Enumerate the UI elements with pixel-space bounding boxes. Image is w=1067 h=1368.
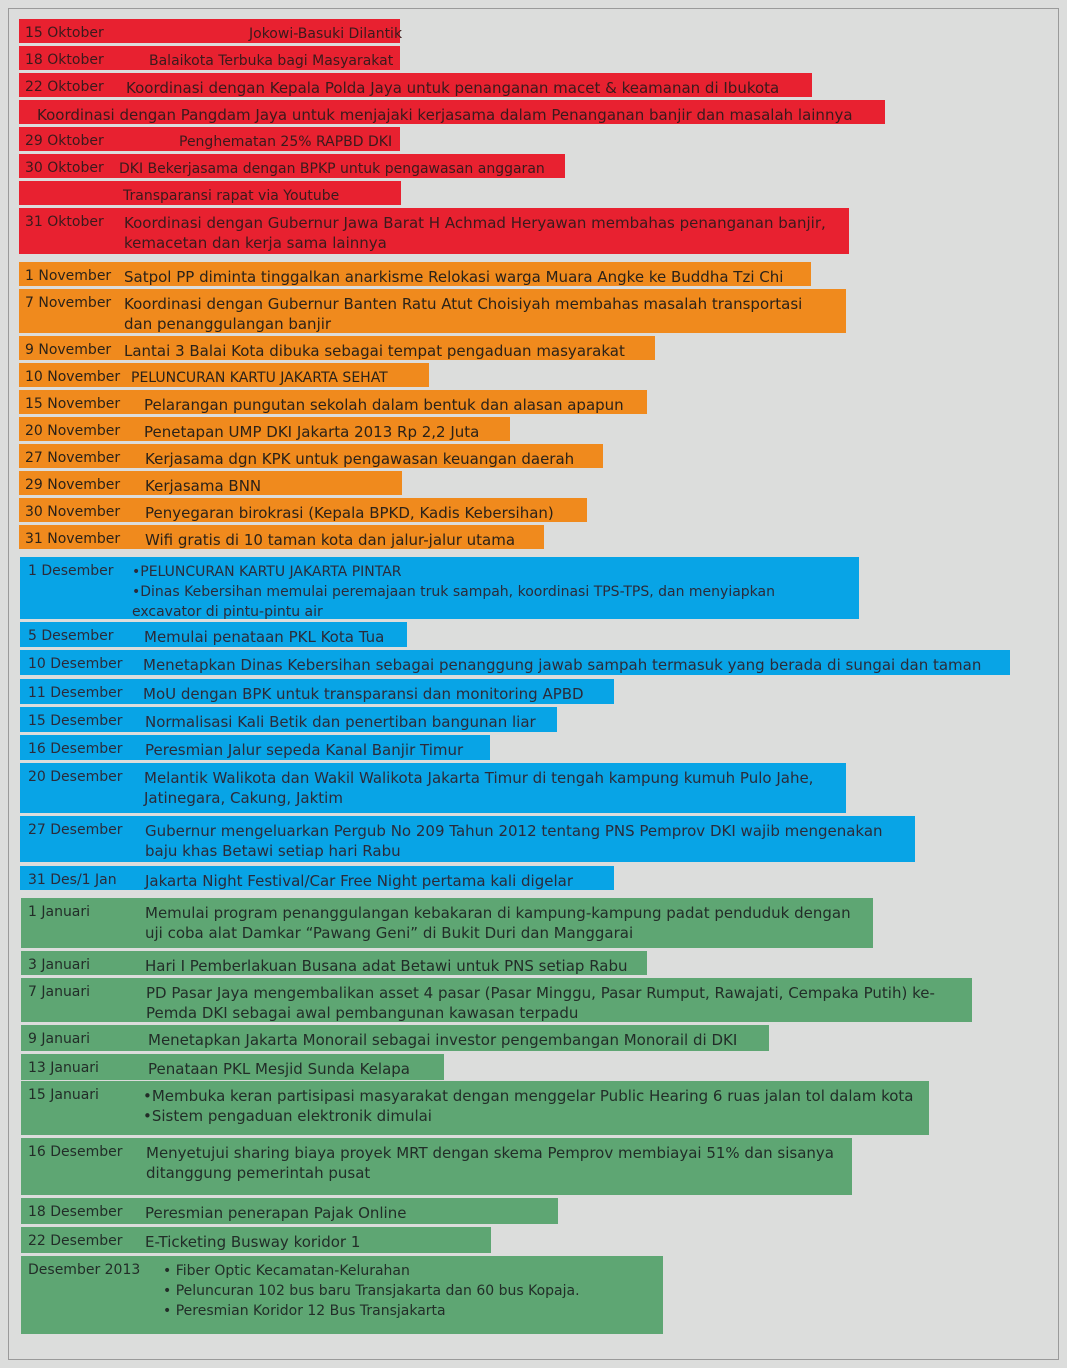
entry-line: Satpol PP diminta tinggalkan anarkisme Relokasi warga Muara Angke ke Buddha Tzi Chi [124, 268, 784, 286]
entry-line: Menyetujui sharing biaya proyek MRT dengan skema Pemprov membiayai 51% dan sisanya [146, 1144, 834, 1162]
november-entry [19, 471, 402, 495]
oktober-entry [19, 46, 400, 70]
entry-line: Penetapan UMP DKI Jakarta 2013 Rp 2,2 Juta [144, 423, 480, 441]
januari-entry [21, 1198, 558, 1224]
entry-text [123, 186, 339, 206]
desember-entry [20, 866, 614, 890]
entry-date: 15 November [25, 396, 121, 412]
november-entry [19, 289, 846, 333]
entry-line: Penataan PKL Mesjid Sunda Kelapa [148, 1060, 411, 1078]
entry-line: kemacetan dan kerja sama lainnya [124, 234, 387, 252]
entry-date: 15 Desember [28, 713, 123, 729]
entry-text [179, 132, 392, 152]
entry-text [131, 368, 388, 388]
entry-date: 18 Desember [28, 1204, 123, 1220]
desember-entry [20, 679, 614, 704]
entry-text [143, 655, 981, 675]
entry-line: Kerjasama BNN [145, 477, 262, 495]
entry-line: •Membuka keran partisipasi masyarakat dengan menggelar Public Hearing 6 ruas jalan tol dalam kota [143, 1087, 914, 1105]
november-entry [19, 336, 655, 360]
entry-text [146, 983, 935, 1023]
entry-line: Pemda DKI sebagai awal pembangunan kawasan terpadu [146, 1004, 579, 1022]
entry-line: Melantik Walikota dan Wakil Walikota Jakarta Timur di tengah kampung kumuh Pulo Jahe, [144, 769, 814, 787]
entry-text [144, 422, 479, 442]
desember-entry [20, 557, 859, 619]
januari-entry [21, 1025, 769, 1051]
entry-date: 1 Desember [28, 563, 114, 579]
entry-text [145, 1203, 406, 1223]
januari-entry [21, 951, 647, 975]
januari-entry [21, 1081, 929, 1135]
entry-text [144, 627, 384, 647]
entry-line: Koordinasi dengan Kepala Polda Jaya untuk penanganan macet & keamanan di Ibukota [126, 79, 780, 97]
november-entry [19, 363, 429, 387]
desember-entry [20, 622, 407, 647]
desember-entry [20, 763, 846, 813]
desember-entry [20, 816, 915, 862]
januari-entry [21, 1256, 663, 1334]
entry-date: 1 November [25, 268, 112, 284]
entry-text [145, 903, 851, 943]
entry-text [124, 213, 826, 253]
entry-date: 27 Desember [28, 822, 123, 838]
entry-text [144, 768, 813, 808]
entry-line: MoU dengan BPK untuk transparansi dan monitoring APBD [143, 685, 584, 703]
entry-date: 11 Desember [28, 685, 123, 701]
entry-date: 13 Januari [28, 1060, 99, 1076]
november-entry [19, 444, 603, 468]
entry-text [143, 1086, 914, 1126]
entry-text [148, 1059, 410, 1079]
entry-line: • Peluncuran 102 bus baru Transjakarta dan 60 bus Kopaja. [163, 1283, 580, 1299]
oktober-entry [19, 19, 403, 43]
november-entry [19, 525, 544, 549]
entry-text [132, 562, 775, 622]
oktober-entry [19, 208, 849, 254]
entry-line: Hari I Pemberlakuan Busana adat Betawi untuk PNS setiap Rabu [145, 957, 628, 975]
entry-line: Jatinegara, Cakung, Jaktim [144, 789, 343, 807]
entry-date: 31 Oktober [25, 214, 104, 230]
entry-line: Memulai program penanggulangan kebakaran di kampung-kampung padat penduduk dengan [145, 904, 851, 922]
desember-entry [20, 707, 557, 732]
entry-text [145, 449, 574, 469]
entry-text [126, 78, 779, 98]
entry-line: •PELUNCURAN KARTU JAKARTA PINTAR [132, 564, 402, 580]
entry-text [145, 871, 573, 891]
entry-text [145, 503, 554, 523]
entry-date: 1 Januari [28, 904, 91, 920]
entry-line: •Sistem pengaduan elektronik dimulai [143, 1107, 432, 1125]
oktober-entry [19, 100, 885, 124]
entry-text [119, 159, 545, 179]
entry-line: PD Pasar Jaya mengembalikan asset 4 pasar (Pasar Minggu, Pasar Rumput, Rawajati, Cempaka Putih) ke- [146, 984, 935, 1002]
entry-line: Transparansi rapat via Youtube [123, 188, 340, 204]
entry-text [149, 51, 393, 71]
entry-date: 15 Januari [28, 1087, 99, 1103]
entry-text [145, 530, 515, 550]
entry-date: 3 Januari [28, 957, 91, 973]
entry-date: 16 Desember [28, 741, 123, 757]
entry-date: 18 Oktober [25, 52, 104, 68]
entry-line: Jakarta Night Festival/Car Free Night pertama kali digelar [145, 872, 574, 890]
oktober-entry [19, 127, 400, 151]
entry-line: Balaikota Terbuka bagi Masyarakat [149, 53, 394, 69]
entry-line: Jokowi-Basuki Dilantik [249, 26, 403, 42]
entry-text [145, 1232, 360, 1252]
entry-line: Memulai penataan PKL Kota Tua [144, 628, 385, 646]
entry-text [144, 395, 624, 415]
januari-entry [21, 1227, 491, 1253]
entry-line: Menetapkan Dinas Kebersihan sebagai penanggung jawab sampah termasuk yang berada di sungai dan taman [143, 656, 982, 674]
entry-line: baju khas Betawi setiap hari Rabu [145, 842, 401, 860]
entry-line: ditanggung pemerintah pusat [146, 1164, 371, 1182]
entry-date: 30 November [25, 504, 121, 520]
entry-line: DKI Bekerjasama dengan BPKP untuk pengawasan anggaran [119, 161, 545, 177]
entry-text [124, 294, 802, 334]
entry-text [145, 740, 463, 760]
entry-line: excavator di pintu-pintu air [132, 604, 323, 620]
entry-date: 7 November [25, 295, 112, 311]
entry-date: 20 November [25, 423, 121, 439]
entry-line: E-Ticketing Busway koridor 1 [145, 1233, 361, 1251]
oktober-entry [19, 154, 565, 178]
entry-date: 22 Desember [28, 1233, 123, 1249]
januari-entry [21, 1138, 852, 1195]
entry-date: 5 Desember [28, 628, 114, 644]
entry-date: 7 Januari [28, 984, 91, 1000]
entry-line: Kerjasama dgn KPK untuk pengawasan keuangan daerah [145, 450, 575, 468]
entry-date: 31 November [25, 531, 121, 547]
entry-line: Koordinasi dengan Pangdam Jaya untuk menjajaki kerjasama dalam Penanganan banjir dan masalah lainnya [37, 106, 853, 124]
entry-date: 30 Oktober [25, 160, 104, 176]
entry-line: • Fiber Optic Kecamatan-Kelurahan [163, 1263, 410, 1279]
entry-date: 10 Desember [28, 656, 123, 672]
entry-line: Menetapkan Jakarta Monorail sebagai investor pengembangan Monorail di DKI [148, 1031, 738, 1049]
entry-line: Penghematan 25% RAPBD DKI [179, 134, 393, 150]
desember-entry [20, 650, 1010, 675]
januari-entry [21, 978, 972, 1022]
entry-date: 10 November [25, 369, 121, 385]
entry-text [163, 1261, 580, 1321]
november-entry [19, 498, 587, 522]
entry-line: • Peresmian Koridor 12 Bus Transjakarta [163, 1303, 446, 1319]
entry-date: 15 Oktober [25, 25, 104, 41]
november-entry [19, 390, 647, 414]
november-entry [19, 417, 510, 441]
entry-line: PELUNCURAN KARTU JAKARTA SEHAT [131, 370, 388, 386]
entry-text [143, 684, 584, 704]
entry-text [145, 712, 536, 732]
entry-line: •Dinas Kebersihan memulai peremajaan truk sampah, koordinasi TPS-TPS, dan menyiapkan [132, 584, 775, 600]
entry-text [146, 1143, 834, 1183]
entry-date: 9 November [25, 342, 112, 358]
entry-date: 22 Oktober [25, 79, 104, 95]
entry-date: 31 Des/1 Jan [28, 872, 117, 888]
entry-line: Lantai 3 Balai Kota dibuka sebagai tempat pengaduan masyarakat [124, 342, 625, 360]
oktober-entry [19, 73, 812, 97]
entry-date: 16 Desember [28, 1144, 123, 1160]
entry-line: Koordinasi dengan Gubernur Jawa Barat H Achmad Heryawan membahas penanganan banjir, [124, 214, 826, 232]
entry-line: dan penanggulangan banjir [124, 315, 332, 333]
entry-text [145, 476, 261, 496]
entry-line: Pelarangan pungutan sekolah dalam bentuk dan alasan apapun [144, 396, 624, 414]
entry-date: 29 Oktober [25, 133, 104, 149]
entry-text [145, 821, 883, 861]
entry-date: 20 Desember [28, 769, 123, 785]
entry-text [124, 267, 783, 287]
entry-date: 27 November [25, 450, 121, 466]
entry-text [124, 341, 625, 361]
januari-entry [21, 1054, 444, 1080]
entry-line: Peresmian Jalur sepeda Kanal Banjir Timur [145, 741, 464, 759]
desember-entry [20, 735, 490, 760]
oktober-entry [19, 181, 401, 205]
entry-text [249, 24, 402, 44]
entry-line: Gubernur mengeluarkan Pergub No 209 Tahun 2012 tentang PNS Pemprov DKI wajib mengenakan [145, 822, 883, 840]
entry-date: 9 Januari [28, 1031, 91, 1047]
entry-line: Normalisasi Kali Betik dan penertiban bangunan liar [145, 713, 536, 731]
entry-line: Peresmian penerapan Pajak Online [145, 1204, 407, 1222]
entry-date: 29 November [25, 477, 121, 493]
entry-line: Penyegaran birokrasi (Kepala BPKD, Kadis Kebersihan) [145, 504, 554, 522]
entry-text [145, 956, 628, 976]
entry-date: Desember 2013 [28, 1262, 141, 1278]
januari-entry [21, 898, 873, 948]
entry-line: Koordinasi dengan Gubernur Banten Ratu Atut Choisiyah membahas masalah transportasi [124, 295, 803, 313]
entry-line: uji coba alat Damkar “Pawang Geni” di Bukit Duri dan Manggarai [145, 924, 634, 942]
entry-text [37, 105, 853, 125]
entry-text [148, 1030, 737, 1050]
entry-line: Wifi gratis di 10 taman kota dan jalur-jalur utama [145, 531, 516, 549]
november-entry [19, 262, 811, 286]
